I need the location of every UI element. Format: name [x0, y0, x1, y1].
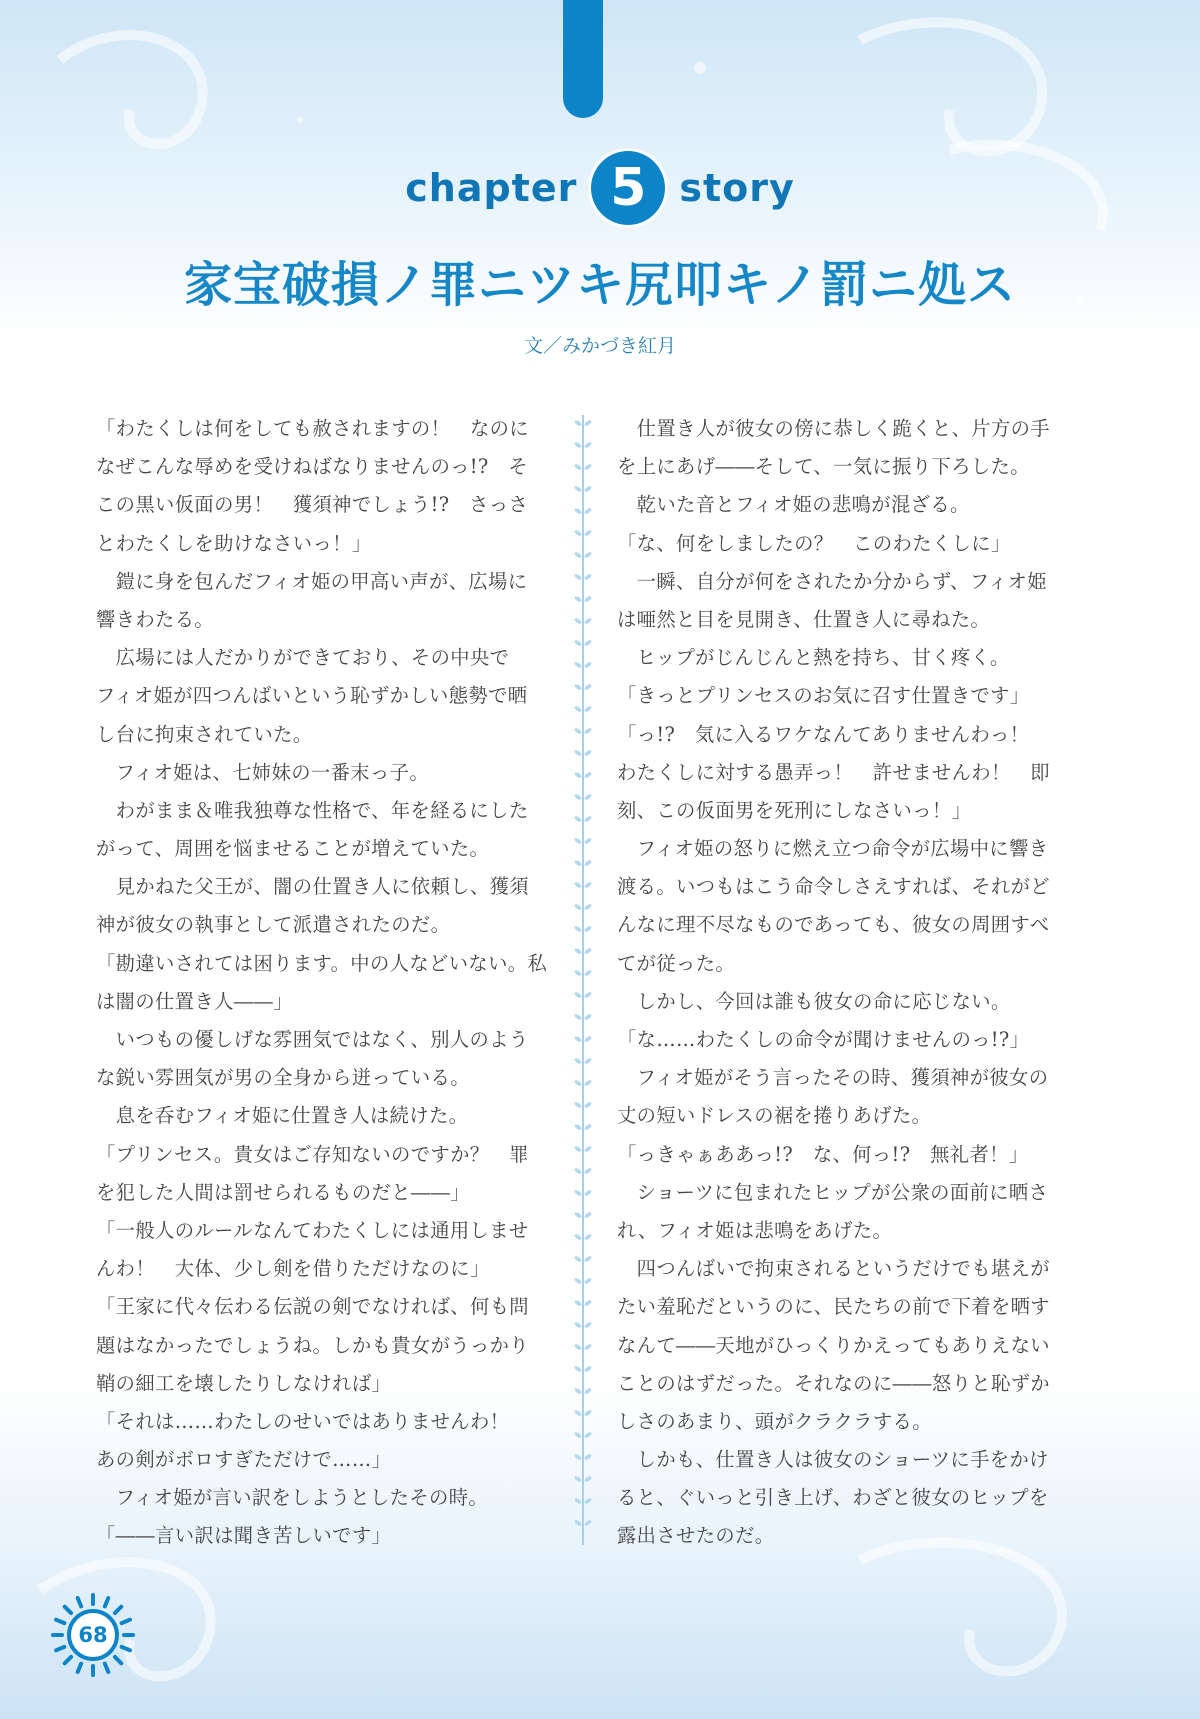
page-title: 家宝破損ノ罪ニツキ尻叩キノ罰ニ処ス — [183, 257, 1017, 313]
text-line: なんて――天地がひっくりかえってもありえない — [617, 1333, 1050, 1357]
text-line: 「っきゃぁああっ!? な、何っ!? 無礼者！」 — [617, 1142, 1029, 1166]
text-line: 題はなかったでしょうね。しかも貴女がうっかり — [96, 1333, 529, 1357]
divider-leaf — [574, 1519, 583, 1527]
text-line: 丈の短いドレスの裾を捲りあげた。 — [617, 1104, 932, 1128]
divider-leaf — [574, 1145, 583, 1153]
divider-leaf — [574, 749, 583, 757]
divider-leaf — [574, 595, 583, 603]
text-line: ると、ぐいっと引き上げ、わざと彼女のヒップを — [617, 1486, 1049, 1510]
exclamation-bar-decoration — [563, 0, 603, 118]
text-line: 四つんばいで拘束されるというだけでも堪えが — [617, 1257, 1050, 1281]
divider-leaf — [574, 1453, 583, 1461]
divider-leaf — [584, 749, 593, 757]
divider-leaf — [584, 991, 593, 999]
divider-leaf — [584, 859, 593, 867]
divider-leaf — [574, 1365, 583, 1373]
divider-leaf — [574, 771, 583, 779]
left-text-column — [96, 410, 556, 1556]
text-line: わたくしに対する愚弄っ！ 許せませんわ！ 即 — [617, 760, 1050, 784]
divider-leaf — [574, 485, 583, 493]
divider-leaf — [574, 1211, 583, 1219]
page-number: 68 — [78, 1623, 108, 1647]
text-line: 響きわたる。 — [96, 607, 215, 631]
story-label: story — [679, 166, 795, 210]
divider-leaf — [584, 1343, 593, 1351]
divider-leaf — [574, 441, 583, 449]
divider-leaf — [584, 419, 593, 427]
divider-leaf — [574, 1277, 583, 1285]
divider-leaf — [574, 1409, 583, 1417]
divider-leaf — [574, 1233, 583, 1241]
divider-leaf — [584, 1277, 593, 1285]
text-line: を上にあげ――そして、一気に振り下ろした。 — [617, 455, 1030, 479]
divider-leaf — [584, 551, 593, 559]
divider-leaf — [584, 683, 593, 691]
divider-leaf — [584, 1475, 593, 1483]
divider-leaf — [584, 1431, 593, 1439]
text-line: は闇の仕置き人――」 — [96, 989, 293, 1013]
divider-leaf — [574, 1167, 583, 1175]
text-line: 鞘の細工を壊したりしなければ」 — [96, 1371, 392, 1395]
divider-leaf — [574, 881, 583, 889]
divider-leaf — [574, 1101, 583, 1109]
chapter-heading — [0, 148, 1200, 228]
chapter-number-badge: 5 — [591, 151, 665, 225]
divider-leaf — [584, 485, 593, 493]
divider-leaf — [574, 815, 583, 823]
divider-leaf — [584, 1123, 593, 1131]
divider-leaf — [574, 419, 583, 427]
divider-leaf — [574, 1475, 583, 1483]
text-line: 「勘違いされては困ります。中の人などいない。私 — [96, 951, 548, 975]
divider-leaf — [584, 507, 593, 515]
text-line: しかし、今回は誰も彼女の命に応じない。 — [617, 989, 1011, 1013]
text-line: 神が彼女の執事として派遣されたのだ。 — [96, 913, 451, 937]
divider-leaf — [574, 529, 583, 537]
divider-leaf — [584, 1409, 593, 1417]
text-line: し台に拘束されていた。 — [96, 722, 313, 746]
text-line: 「それは……わたしのせいではありませんわ！ — [96, 1409, 510, 1433]
divider-leaf — [584, 881, 593, 889]
text-line: 「っ!? 気に入るワケなんてありませんわっ！ — [617, 722, 1030, 746]
text-line: フィオ姫が言い訳をしようとしたその時。 — [96, 1486, 489, 1510]
text-line: ショーツに包まれたヒップが公衆の面前に晒さ — [617, 1180, 1049, 1204]
divider-leaf — [574, 1255, 583, 1263]
text-line: 乾いた音とフィオ姫の悲鳴が混ざる。 — [617, 493, 970, 517]
divider-leaf — [584, 1057, 593, 1065]
divider-leaf — [574, 1123, 583, 1131]
divider-leaf — [584, 815, 593, 823]
divider-leaf — [584, 1387, 593, 1395]
text-line: てが従った。 — [617, 951, 736, 975]
divider-leaf — [574, 903, 583, 911]
divider-leaf — [584, 617, 593, 625]
text-line: あの剣がボロすぎただけで……」 — [96, 1448, 392, 1472]
text-line: なぜこんな辱めを受けねばなりませんのっ!? そ — [96, 455, 528, 479]
text-line: たい羞恥だというのに、民たちの前で下着を晒す — [617, 1295, 1050, 1319]
divider-leaf — [584, 705, 593, 713]
text-line: を犯した人間は罰せられるものだと――」 — [96, 1180, 470, 1204]
text-line: 「わたくしは何をしても赦されますの！ なのに — [96, 417, 529, 440]
divider-leaf — [574, 551, 583, 559]
text-line: いつもの優しげな雰囲気ではなく、別人のよう — [96, 1028, 529, 1051]
divider-leaf — [574, 727, 583, 735]
text-line: ことのはずだった。それなのに――怒りと恥ずか — [617, 1371, 1050, 1395]
divider-leaf — [584, 1035, 593, 1043]
divider-leaf — [574, 463, 583, 471]
text-line: ヒップがじんじんと熱を持ち、甘く疼く。 — [617, 646, 1010, 670]
text-line: 広場には人だかりができており、その中央で — [96, 646, 510, 670]
divider-leaf — [584, 727, 593, 735]
divider-leaf — [574, 705, 583, 713]
divider-leaf — [574, 1299, 583, 1307]
text-line: フィオ姫は、七姉妹の一番末っ子。 — [96, 760, 430, 784]
text-line: 一瞬、自分が何をされたか分からず、フィオ姫 — [617, 569, 1047, 593]
text-line: しかも、仕置き人は彼女のショーツに手をかけ — [617, 1448, 1049, 1472]
text-line: 「な……わたくしの命令が聞けませんのっ!?」 — [617, 1028, 1030, 1051]
right-text-column — [617, 410, 1077, 1556]
divider-leaf — [584, 947, 593, 955]
divider-leaf — [584, 1167, 593, 1175]
divider-leaf — [574, 1035, 583, 1043]
divider-leaf — [584, 595, 593, 603]
divider-leaf — [574, 837, 583, 845]
divider-leaf — [584, 837, 593, 845]
column-divider — [572, 415, 594, 1545]
text-line: 息を呑むフィオ姫に仕置き人は続けた。 — [96, 1104, 469, 1128]
divider-leaf — [584, 903, 593, 911]
divider-leaf — [584, 441, 593, 449]
divider-leaf — [574, 1013, 583, 1021]
divider-leaf — [574, 1321, 583, 1329]
divider-leaf — [584, 1321, 593, 1329]
text-line: 鎧に身を包んだフィオ姫の甲高い声が、広場に — [96, 569, 528, 593]
divider-leaf — [574, 1387, 583, 1395]
divider-leaf — [574, 1343, 583, 1351]
text-line: 渡る。いつもはこう命令しさえすれば、それがど — [617, 875, 1050, 899]
text-line: フィオ姫が四つんばいという恥ずかしい態勢で晒 — [96, 684, 528, 708]
divider-leaf — [584, 771, 593, 779]
text-line: 「王家に代々伝わる伝説の剣でなければ、何も問 — [96, 1295, 529, 1319]
author-byline: 文／みかづき紅月 — [523, 335, 676, 357]
divider-leaf — [584, 1101, 593, 1109]
text-line: 「一般人のルールなんてわたくしには通用しませ — [96, 1218, 529, 1242]
divider-leaf — [574, 1497, 583, 1505]
divider-leaf — [584, 661, 593, 669]
text-line: 「な、何をしましたの？ このわたくしに」 — [617, 531, 1011, 555]
text-line: フィオ姫の怒りに燃え立つ命令が広場中に響き — [617, 837, 1049, 861]
divider-leaf — [574, 507, 583, 515]
chapter-label: chapter — [405, 166, 578, 210]
divider-leaf — [584, 1519, 593, 1527]
divider-leaf — [584, 925, 593, 933]
divider-leaf — [584, 1255, 593, 1263]
divider-leaf — [584, 639, 593, 647]
divider-leaf — [574, 947, 583, 955]
divider-leaf — [574, 661, 583, 669]
text-line: 「プリンセス。貴女はご存知ないのですか？ 罪 — [96, 1142, 529, 1166]
divider-leaf — [574, 969, 583, 977]
divider-leaf — [584, 1497, 593, 1505]
divider-leaf — [584, 1453, 593, 1461]
text-line: しさのあまり、頭がクラクラする。 — [617, 1409, 932, 1433]
text-line: 「きっとプリンセスのお気に召す仕置きです」 — [617, 684, 1030, 708]
text-line: 刻、この仮面男を死刑にしなさいっ！」 — [617, 798, 972, 822]
text-line: れ、フィオ姫は悲鳴をあげた。 — [617, 1218, 893, 1242]
text-line: は唖然と目を見開き、仕置き人に尋ねた。 — [617, 607, 991, 631]
text-line: 「――言い訳は聞き苦しいです」 — [96, 1524, 392, 1548]
text-line: 露出させたのだ。 — [617, 1524, 775, 1548]
divider-leaf — [584, 1365, 593, 1373]
divider-leaf — [574, 573, 583, 581]
divider-leaf — [584, 1079, 593, 1087]
divider-leaf — [574, 639, 583, 647]
divider-leaf — [574, 1057, 583, 1065]
divider-leaf — [574, 1431, 583, 1439]
divider-leaf — [584, 1211, 593, 1219]
text-line: んわ！ 大体、少し剣を借りただけなのに」 — [96, 1257, 490, 1281]
text-line: 見かねた父王が、闇の仕置き人に依頼し、獲須 — [96, 875, 529, 899]
text-line: わがまま＆唯我独尊な性格で、年を経るにした — [96, 798, 529, 822]
divider-leaf — [584, 1299, 593, 1307]
divider-leaf — [574, 683, 583, 691]
text-line: んなに理不尽なものであっても、彼女の周囲すべ — [617, 913, 1050, 937]
divider-leaf — [584, 1013, 593, 1021]
text-line: この黒い仮面の男！ 獲須神でしょう!? さっさ — [96, 493, 529, 517]
divider-leaf — [584, 969, 593, 977]
text-line: がって、周囲を悩ませることが増えていた。 — [96, 837, 490, 861]
divider-leaf — [584, 1145, 593, 1153]
divider-leaf — [574, 1189, 583, 1197]
divider-leaf — [574, 617, 583, 625]
text-line: な鋭い雰囲気が男の全身から迸っている。 — [96, 1066, 470, 1090]
divider-leaf — [574, 991, 583, 999]
text-line: フィオ姫がそう言ったその時、獲須神が彼女の — [617, 1066, 1049, 1090]
divider-leaf — [584, 573, 593, 581]
divider-leaf — [574, 925, 583, 933]
divider-leaf — [584, 529, 593, 537]
divider-leaf — [584, 463, 593, 471]
divider-leaf — [584, 793, 593, 801]
text-line: 仕置き人が彼女の傍に恭しく跪くと、片方の手 — [617, 417, 1050, 440]
divider-leaf — [584, 1189, 593, 1197]
text-line: とわたくしを助けなさいっ！」 — [96, 531, 372, 555]
divider-leaf — [574, 1079, 583, 1087]
divider-leaf — [574, 793, 583, 801]
divider-leaf — [574, 859, 583, 867]
divider-leaf — [584, 1233, 593, 1241]
